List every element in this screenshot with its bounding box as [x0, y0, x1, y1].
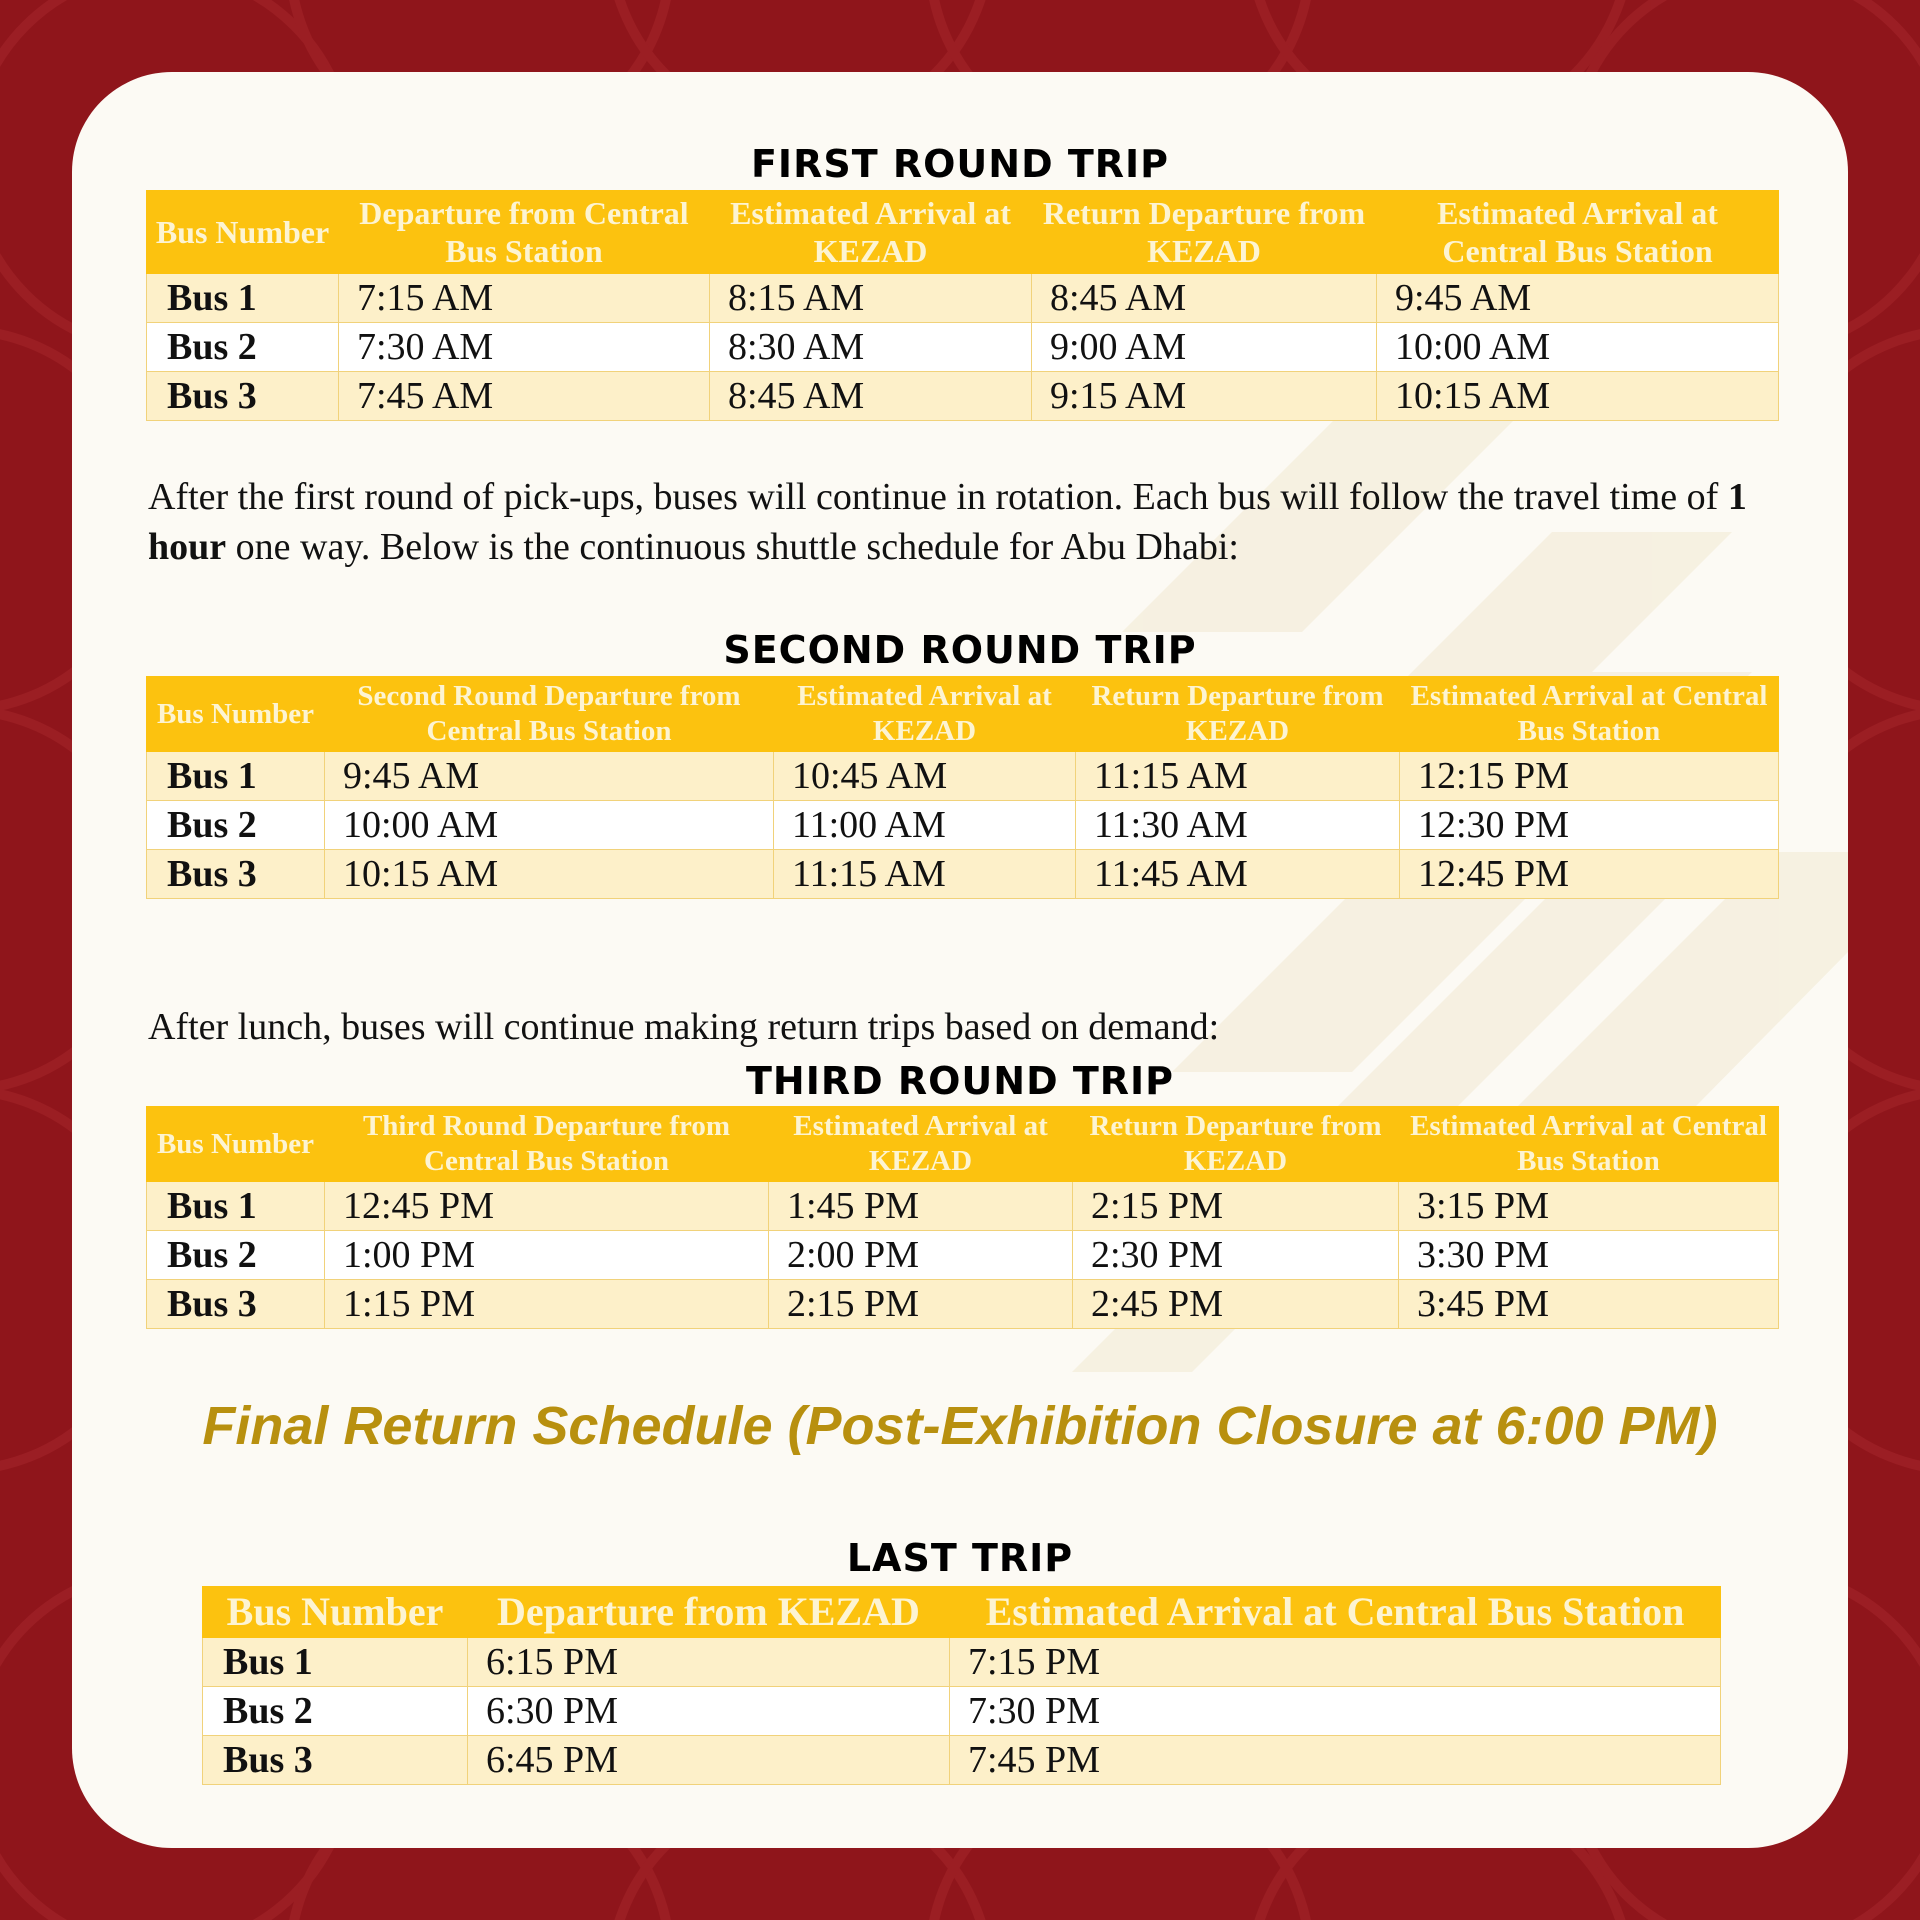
bus-number-cell: Bus 1: [147, 274, 339, 323]
table-header-row: [147, 1107, 1779, 1182]
time-cell: 2:15 PM: [1073, 1182, 1399, 1231]
time-cell: 8:45 AM: [1032, 274, 1377, 323]
time-cell: 2:15 PM: [769, 1280, 1073, 1329]
time-cell: 7:45 AM: [339, 372, 710, 421]
final-return-title: Final Return Schedule (Post-Exhibition Closure at 6:00 PM): [202, 1396, 1718, 1456]
time-cell: 12:45 PM: [1400, 850, 1779, 899]
third-round-title: THIRD ROUND TRIP: [745, 1059, 1175, 1103]
header-cell: Departure from KEZAD: [468, 1587, 950, 1638]
time-cell: 10:00 AM: [325, 801, 774, 850]
travel-time-highlight: 1 hour: [148, 476, 1747, 568]
time-cell: 1:00 PM: [325, 1231, 769, 1280]
time-cell: 9:15 AM: [1032, 372, 1377, 421]
time-cell: 11:30 AM: [1076, 801, 1400, 850]
first-round-title: FIRST ROUND TRIP: [750, 142, 1170, 186]
schedule-card: [72, 72, 1848, 1848]
time-cell: 6:30 PM: [468, 1687, 950, 1736]
header-cell: Return Departure from KEZAD: [1032, 191, 1377, 274]
bus-number-cell: Bus 3: [203, 1736, 468, 1785]
time-cell: 12:30 PM: [1400, 801, 1779, 850]
time-cell: 8:15 AM: [710, 274, 1032, 323]
table-row: [203, 1638, 1721, 1687]
first-round-table: [146, 190, 1779, 421]
header-cell: Estimated Arrival at Central Bus Station: [1399, 1107, 1779, 1182]
rotation-text-end: one way. Below is the continuous shuttle schedule for Abu Dhabi:: [226, 526, 1239, 568]
header-cell: Bus Number: [147, 1107, 325, 1182]
time-cell: 11:00 AM: [774, 801, 1076, 850]
table-row: [147, 752, 1779, 801]
header-cell: Estimated Arrival at Central Bus Station: [1377, 191, 1779, 274]
time-cell: 3:15 PM: [1399, 1182, 1779, 1231]
table-row: [203, 1736, 1721, 1785]
header-cell: Estimated Arrival at KEZAD: [774, 677, 1076, 752]
time-cell: 10:45 AM: [774, 752, 1076, 801]
table-row: [203, 1687, 1721, 1736]
time-cell: 3:45 PM: [1399, 1280, 1779, 1329]
time-cell: 7:30 PM: [950, 1687, 1721, 1736]
table-row: [147, 1231, 1779, 1280]
bus-number-cell: Bus 2: [147, 323, 339, 372]
time-cell: 11:15 AM: [1076, 752, 1400, 801]
rotation-text-start: After the first round of pick-ups, buses will continue in rotation. Each bus will follow the travel time of: [148, 476, 1728, 518]
table-row: [147, 274, 1779, 323]
time-cell: 7:15 AM: [339, 274, 710, 323]
bus-number-cell: Bus 1: [203, 1638, 468, 1687]
time-cell: 6:15 PM: [468, 1638, 950, 1687]
table-row: [147, 1182, 1779, 1231]
time-cell: 2:00 PM: [769, 1231, 1073, 1280]
bus-number-cell: Bus 2: [147, 801, 325, 850]
bus-number-cell: Bus 1: [147, 1182, 325, 1231]
header-cell: Bus Number: [203, 1587, 468, 1638]
last-trip-title: LAST TRIP: [846, 1536, 1074, 1580]
time-cell: 9:00 AM: [1032, 323, 1377, 372]
time-cell: 7:30 AM: [339, 323, 710, 372]
header-cell: Third Round Departure from Central Bus Station: [325, 1107, 769, 1182]
table-row: [147, 323, 1779, 372]
time-cell: 10:00 AM: [1377, 323, 1779, 372]
second-round-title: SECOND ROUND TRIP: [723, 628, 1197, 672]
time-cell: 1:45 PM: [769, 1182, 1073, 1231]
table-header-row: [147, 677, 1779, 752]
header-cell: Return Departure from KEZAD: [1076, 677, 1400, 752]
second-round-table: [146, 676, 1779, 899]
time-cell: 2:45 PM: [1073, 1280, 1399, 1329]
time-cell: 8:45 AM: [710, 372, 1032, 421]
header-cell: Estimated Arrival at Central Bus Station: [1400, 677, 1779, 752]
bus-number-cell: Bus 3: [147, 850, 325, 899]
table-row: [147, 372, 1779, 421]
bus-number-cell: Bus 2: [147, 1231, 325, 1280]
header-cell: Bus Number: [147, 677, 325, 752]
table-row: [147, 850, 1779, 899]
header-cell: Return Departure from KEZAD: [1073, 1107, 1399, 1182]
table-header-row: [147, 191, 1779, 274]
bus-number-cell: Bus 3: [147, 1280, 325, 1329]
rotation-paragraph: [148, 472, 1808, 572]
header-cell: Estimated Arrival at KEZAD: [769, 1107, 1073, 1182]
bus-number-cell: Bus 1: [147, 752, 325, 801]
table-row: [147, 801, 1779, 850]
time-cell: 11:15 AM: [774, 850, 1076, 899]
header-cell: Bus Number: [147, 191, 339, 274]
bus-number-cell: Bus 2: [203, 1687, 468, 1736]
time-cell: 6:45 PM: [468, 1736, 950, 1785]
time-cell: 11:45 AM: [1076, 850, 1400, 899]
table-row: [147, 1280, 1779, 1329]
time-cell: 10:15 AM: [1377, 372, 1779, 421]
time-cell: 2:30 PM: [1073, 1231, 1399, 1280]
third-round-table: [146, 1106, 1779, 1329]
time-cell: 10:15 AM: [325, 850, 774, 899]
time-cell: 9:45 AM: [325, 752, 774, 801]
header-cell: Estimated Arrival at KEZAD: [710, 191, 1032, 274]
time-cell: 1:15 PM: [325, 1280, 769, 1329]
table-header-row: [203, 1587, 1721, 1638]
last-trip-table: [202, 1586, 1721, 1785]
header-cell: Second Round Departure from Central Bus Station: [325, 677, 774, 752]
lunch-paragraph: After lunch, buses will continue making return trips based on demand:: [148, 1006, 1220, 1048]
time-cell: 12:15 PM: [1400, 752, 1779, 801]
time-cell: 7:45 PM: [950, 1736, 1721, 1785]
bus-number-cell: Bus 3: [147, 372, 339, 421]
header-cell: Estimated Arrival at Central Bus Station: [950, 1587, 1721, 1638]
time-cell: 7:15 PM: [950, 1638, 1721, 1687]
time-cell: 3:30 PM: [1399, 1231, 1779, 1280]
time-cell: 8:30 AM: [710, 323, 1032, 372]
time-cell: 12:45 PM: [325, 1182, 769, 1231]
header-cell: Departure from Central Bus Station: [339, 191, 710, 274]
time-cell: 9:45 AM: [1377, 274, 1779, 323]
